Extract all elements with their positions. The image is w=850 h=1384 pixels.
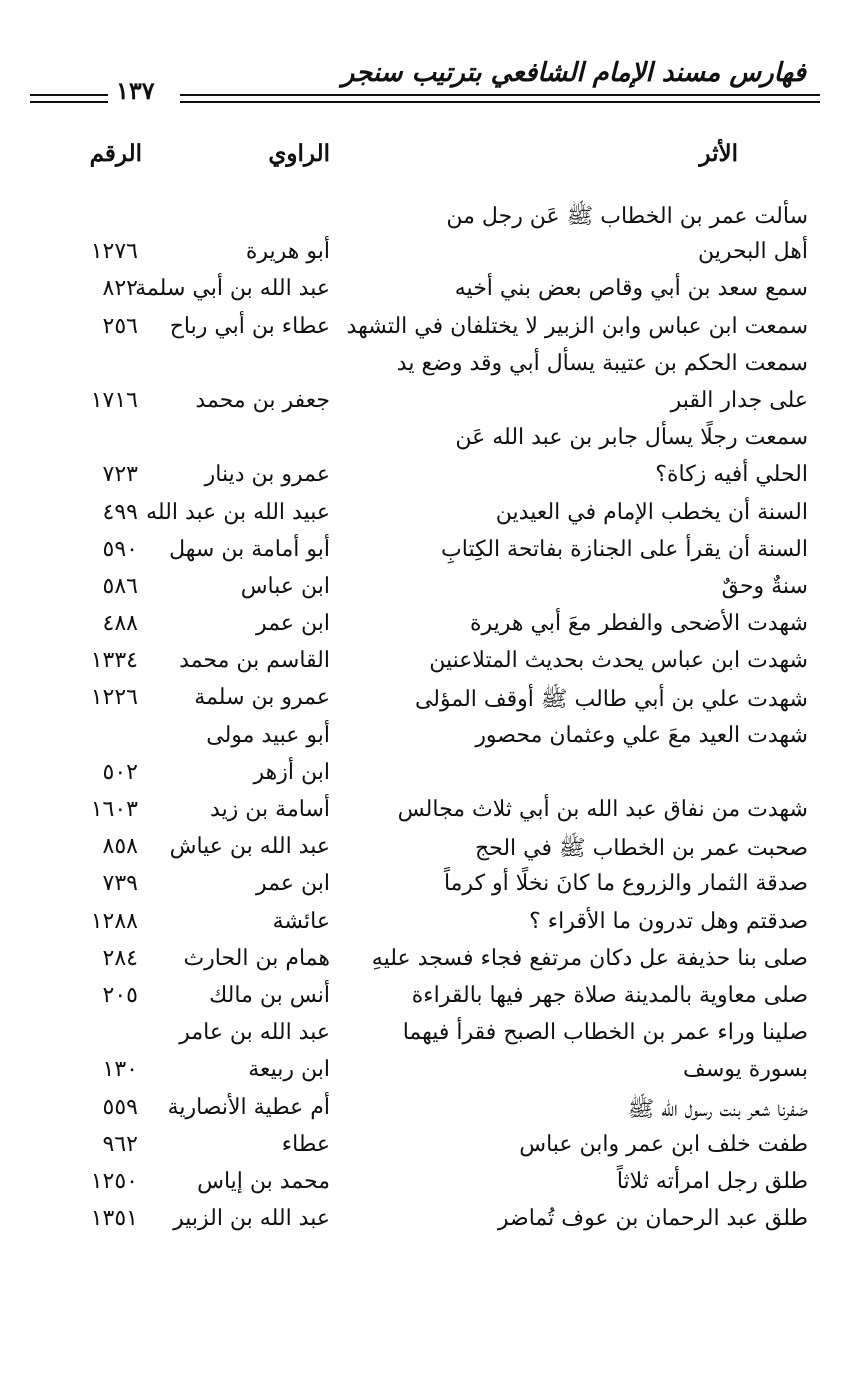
number-cell: ٥٨٦ — [102, 573, 138, 599]
number-cell: ٤٨٨ — [102, 611, 138, 637]
athar-cell: السنة أن يخطب الإمام في العيدين — [495, 499, 808, 525]
athar-cell: سمعت رجلًا يسأل جابر بن عبد الله عَن — [455, 425, 808, 451]
athar-cell: طلق رجل امرأته ثلاثاً — [616, 1168, 808, 1194]
athar-cell: صدقة الثمار والزروع ما كانَ نخلًا أو كرماً — [443, 871, 808, 897]
number-cell: ١٢٨٨ — [90, 908, 138, 934]
athar-cell: سألت عمر بن الخطاب ﷺ عَن رجل من — [446, 204, 808, 229]
rawi-cell: ابن عمر — [256, 871, 330, 897]
column-header-rawi: الراوي — [268, 140, 330, 167]
athar-cell: شهدت العيد معَ علي وعثمان محصور — [475, 722, 808, 748]
column-header-athar: الأثر — [699, 140, 738, 167]
rawi-cell: عطاء — [281, 1131, 330, 1157]
rawi-cell: أبو عبيد مولى — [206, 722, 330, 748]
number-cell: ١٢٧٦ — [90, 239, 138, 265]
table-row — [0, 1130, 850, 1167]
number-cell: ٥٥٩ — [102, 1094, 138, 1120]
table-row — [0, 1055, 850, 1092]
number-cell: ٧٢٣ — [102, 462, 138, 488]
rawi-cell: ابن ربيعة — [248, 1057, 330, 1083]
rawi-cell: عبيد الله بن عبد الله — [146, 499, 330, 525]
rawi-cell: محمد بن إياس — [197, 1168, 330, 1194]
table-row — [0, 1018, 850, 1055]
number-cell: ١٦٠٣ — [90, 797, 138, 822]
number-cell: ٢٥٦ — [102, 313, 138, 339]
number-cell: ٢٨٤ — [102, 945, 138, 971]
number-cell: ٥٠٢ — [102, 759, 138, 785]
table-row — [0, 646, 850, 683]
athar-cell: على جدار القبر — [670, 387, 808, 413]
number-cell: ٤٩٩ — [102, 499, 138, 525]
athar-cell: ضفرنا شعر بنت رسول الله ﷺ — [627, 1096, 808, 1122]
table-row — [0, 498, 850, 535]
rawi-cell: عبد الله بن عامر — [179, 1020, 330, 1046]
rawi-cell: عبد الله بن عياش — [169, 834, 330, 860]
athar-cell: شهدت الأضحى والفطر معَ أبي هريرة — [469, 611, 808, 637]
table-row — [0, 795, 850, 832]
rawi-cell: عبد الله بن الزبير — [173, 1206, 330, 1232]
table-row — [0, 1204, 850, 1241]
number-cell: ٢٠٥ — [102, 982, 138, 1008]
page-number: ١٣٧ — [116, 76, 155, 105]
table-row — [0, 460, 850, 497]
table-row — [0, 535, 850, 572]
rawi-cell: عبد الله بن أبي سلمة — [135, 276, 330, 302]
rawi-cell: عطاء بن أبي رباح — [169, 313, 330, 339]
table-row — [0, 981, 850, 1018]
rawi-cell: جعفر بن محمد — [195, 387, 330, 413]
header-rule-right-top — [180, 94, 820, 96]
number-cell: ١٣٠ — [102, 1057, 138, 1083]
table-row — [0, 907, 850, 944]
table-row — [0, 274, 850, 311]
running-title: فهارس مسند الإمام الشافعي بترتيب سنجر — [341, 58, 806, 88]
rawi-cell: عمرو بن سلمة — [194, 685, 330, 711]
number-cell: ١٣٣٤ — [90, 648, 138, 674]
table-row — [0, 423, 850, 460]
rawi-cell: عائشة — [272, 908, 330, 934]
athar-cell: صدقتم وهل تدرون ما الأقراء ؟ — [529, 908, 808, 934]
header-rule-left-top — [30, 94, 108, 96]
index-table — [0, 200, 850, 1241]
column-headers — [0, 140, 850, 180]
athar-cell: صلى معاوية بالمدينة صلاة جهر فيها بالقراءة — [411, 982, 808, 1008]
athar-cell: طفت خلف ابن عمر وابن عباس — [519, 1131, 808, 1157]
table-row — [0, 869, 850, 906]
number-cell: ٥٩٠ — [102, 536, 138, 562]
table-row — [0, 237, 850, 274]
athar-cell: سمع سعد بن أبي وقاص بعض بني أخيه — [454, 276, 808, 302]
table-row — [0, 758, 850, 795]
table-row — [0, 1093, 850, 1130]
table-row — [0, 349, 850, 386]
number-cell: ١٣٥١ — [90, 1206, 138, 1232]
header-rule-right-bottom — [180, 101, 820, 103]
athar-cell: سنةٌ وحقٌ — [721, 573, 808, 599]
rawi-cell: همام بن الحارث — [183, 945, 330, 971]
table-row — [0, 832, 850, 869]
rawi-cell: أسامة بن زيد — [210, 797, 330, 822]
page-header — [30, 52, 820, 112]
table-row — [0, 1167, 850, 1204]
athar-cell: صلى بنا حذيفة عل دكان مرتفع فجاء فسجد عليهِ — [371, 945, 808, 971]
header-rule-left-bottom — [30, 101, 108, 103]
table-row — [0, 312, 850, 349]
rawi-cell: ابن عمر — [256, 611, 330, 637]
rawi-cell: أنس بن مالك — [209, 982, 330, 1008]
rawi-cell: عمرو بن دينار — [204, 462, 330, 488]
table-row — [0, 572, 850, 609]
number-cell: ٨٢٢ — [102, 276, 138, 302]
number-cell: ٩٦٢ — [102, 1131, 138, 1157]
number-cell: ٨٥٨ — [102, 834, 138, 860]
number-cell: ١٢٥٠ — [90, 1168, 138, 1194]
table-row — [0, 200, 850, 237]
table-row — [0, 944, 850, 981]
rawi-cell: أبو أمامة بن سهل — [169, 536, 330, 562]
table-row — [0, 721, 850, 758]
number-cell: ١٧١٦ — [90, 387, 138, 413]
athar-cell: صحبت عمر بن الخطاب ﷺ في الحج — [474, 836, 808, 862]
athar-cell: السنة أن يقرأ على الجنازة بفاتحة الكِتابِ — [441, 536, 808, 562]
athar-cell: بسورة يوسف — [683, 1057, 808, 1083]
rawi-cell: أم عطية الأنصارية — [167, 1094, 330, 1120]
rawi-cell: ابن أزهر — [253, 759, 330, 785]
column-header-number: الرقم — [89, 140, 142, 167]
athar-cell: شهدت علي بن أبي طالب ﷺ أوقف المؤلى — [414, 687, 808, 713]
rawi-cell: ابن عباس — [240, 573, 330, 599]
athar-cell: أهل البحرين — [697, 239, 808, 265]
number-cell: ١٢٢٦ — [90, 685, 138, 711]
athar-cell: صلينا وراء عمر بن الخطاب الصبح فقرأ فيهما — [402, 1020, 808, 1046]
athar-cell: شهدت ابن عباس يحدث بحديث المتلاعنين — [429, 648, 808, 674]
rawi-cell: القاسم بن محمد — [179, 648, 330, 674]
rawi-cell: أبو هريرة — [245, 239, 330, 265]
table-row — [0, 683, 850, 720]
athar-cell: سمعت الحكم بن عتيبة يسأل أبي وقد وضع يد — [396, 350, 808, 376]
athar-cell: الحلي أفيه زكاة؟ — [655, 462, 808, 488]
athar-cell: شهدت من نفاق عبد الله بن أبي ثلاث مجالس — [397, 797, 808, 822]
athar-cell: طلق عبد الرحمان بن عوف تُماضر — [497, 1206, 808, 1232]
athar-cell: سمعت ابن عباس وابن الزبير لا يختلفان في التشهد — [346, 313, 808, 339]
table-row — [0, 386, 850, 423]
number-cell: ٧٣٩ — [102, 871, 138, 897]
table-row — [0, 609, 850, 646]
